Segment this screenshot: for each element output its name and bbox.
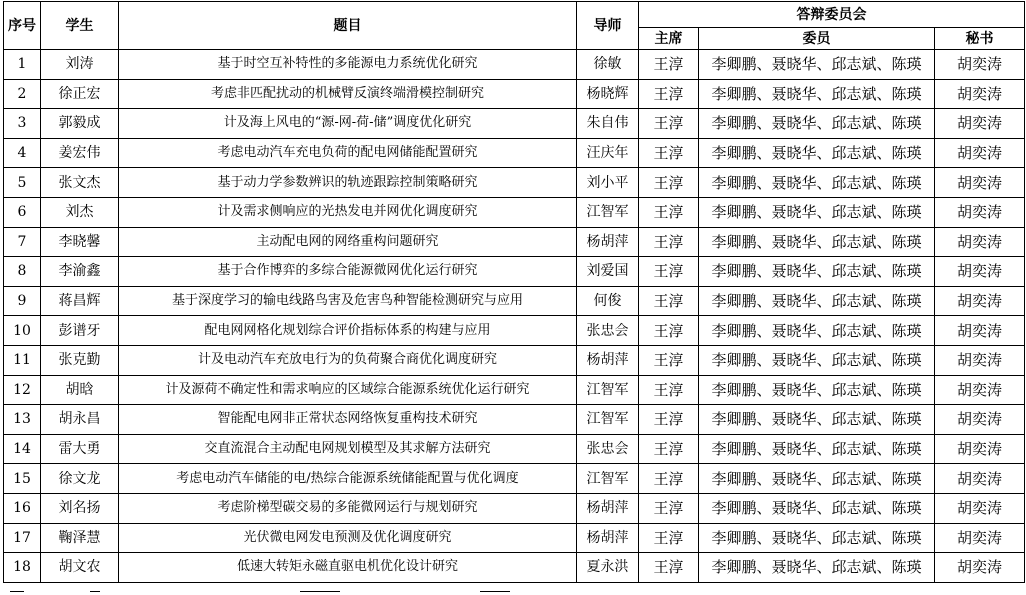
cell-advisor: 江智军 bbox=[577, 197, 639, 227]
cell-chair: 王淳 bbox=[639, 345, 699, 375]
header-advisor: 导师 bbox=[577, 2, 639, 50]
cell-advisor: 徐敏 bbox=[577, 50, 639, 80]
cell-chair: 王淳 bbox=[639, 138, 699, 168]
cell-secretary: 胡奕涛 bbox=[935, 197, 1025, 227]
cell-members: 李卿鹏、聂晓华、邱志斌、陈瑛 bbox=[699, 138, 935, 168]
cell-advisor: 杨胡萍 bbox=[577, 523, 639, 553]
cell-advisor: 张忠会 bbox=[577, 316, 639, 346]
cell-secretary: 胡奕涛 bbox=[935, 286, 1025, 316]
cell-advisor: 刘小平 bbox=[577, 168, 639, 198]
cell-members: 李卿鹏、聂晓华、邱志斌、陈瑛 bbox=[699, 79, 935, 109]
cell-secretary: 胡奕涛 bbox=[935, 79, 1025, 109]
table-row bbox=[4, 434, 1025, 464]
table-row bbox=[4, 523, 1025, 553]
cell-title: 光伏微电网发电预测及优化调度研究 bbox=[119, 523, 577, 553]
cell-chair: 王淳 bbox=[639, 109, 699, 139]
cell-title: 基于合作博弈的多综合能源微网优化运行研究 bbox=[119, 257, 577, 287]
cell-secretary: 胡奕涛 bbox=[935, 464, 1025, 494]
cell-secretary: 胡奕涛 bbox=[935, 375, 1025, 405]
cell-title: 计及电动汽车充放电行为的负荷聚合商优化调度研究 bbox=[119, 345, 577, 375]
cell-members: 李卿鹏、聂晓华、邱志斌、陈瑛 bbox=[699, 109, 935, 139]
cell-title: 考虑非匹配扰动的机械臂反演终端滑模控制研究 bbox=[119, 79, 577, 109]
cell-secretary: 胡奕涛 bbox=[935, 316, 1025, 346]
header-student: 学生 bbox=[41, 2, 119, 50]
cell-secretary: 胡奕涛 bbox=[935, 553, 1025, 583]
cell-chair: 王淳 bbox=[639, 227, 699, 257]
cell-title: 考虑阶梯型碳交易的多能微网运行与规划研究 bbox=[119, 493, 577, 523]
cell-student: 胡文农 bbox=[41, 553, 119, 583]
cell-student: 刘名扬 bbox=[41, 493, 119, 523]
cell-advisor: 江智军 bbox=[577, 375, 639, 405]
cell-title: 基于动力学参数辨识的轨迹跟踪控制策略研究 bbox=[119, 168, 577, 198]
table-row bbox=[4, 316, 1025, 346]
table-row bbox=[4, 168, 1025, 198]
cell-student: 张文杰 bbox=[41, 168, 119, 198]
cell-title: 计及海上风电的“源-网-荷-储”调度优化研究 bbox=[119, 109, 577, 139]
cell-chair: 王淳 bbox=[639, 316, 699, 346]
cell-title: 交直流混合主动配电网规划模型及其求解方法研究 bbox=[119, 434, 577, 464]
cell-title: 计及需求侧响应的光热发电并网优化调度研究 bbox=[119, 197, 577, 227]
cell-members: 李卿鹏、聂晓华、邱志斌、陈瑛 bbox=[699, 464, 935, 494]
cell-seq: 3 bbox=[4, 109, 41, 139]
cell-members: 李卿鹏、聂晓华、邱志斌、陈瑛 bbox=[699, 493, 935, 523]
cell-student: 李渝鑫 bbox=[41, 257, 119, 287]
cell-secretary: 胡奕涛 bbox=[935, 109, 1025, 139]
cell-student: 郭毅成 bbox=[41, 109, 119, 139]
cell-student: 刘涛 bbox=[41, 50, 119, 80]
table-row bbox=[4, 79, 1025, 109]
cell-advisor: 江智军 bbox=[577, 464, 639, 494]
cell-members: 李卿鹏、聂晓华、邱志斌、陈瑛 bbox=[699, 553, 935, 583]
cell-advisor: 朱自伟 bbox=[577, 109, 639, 139]
cell-student: 徐文龙 bbox=[41, 464, 119, 494]
cell-student: 鞠泽慧 bbox=[41, 523, 119, 553]
cell-seq: 4 bbox=[4, 138, 41, 168]
cell-seq: 11 bbox=[4, 345, 41, 375]
cell-chair: 王淳 bbox=[639, 50, 699, 80]
cell-chair: 王淳 bbox=[639, 197, 699, 227]
table-body bbox=[4, 50, 1025, 583]
table-row bbox=[4, 257, 1025, 287]
cell-secretary: 胡奕涛 bbox=[935, 50, 1025, 80]
cell-title: 考虑电动汽车储能的电/热综合能源系统储能配置与优化调度 bbox=[119, 464, 577, 494]
cell-student: 胡永昌 bbox=[41, 405, 119, 435]
cell-secretary: 胡奕涛 bbox=[935, 493, 1025, 523]
cell-title: 计及源荷不确定性和需求响应的区域综合能源系统优化运行研究 bbox=[119, 375, 577, 405]
cell-chair: 王淳 bbox=[639, 523, 699, 553]
header-committee: 答辩委员会 bbox=[639, 2, 1025, 28]
cell-student: 李晓馨 bbox=[41, 227, 119, 257]
cell-secretary: 胡奕涛 bbox=[935, 138, 1025, 168]
table-row bbox=[4, 464, 1025, 494]
cell-members: 李卿鹏、聂晓华、邱志斌、陈瑛 bbox=[699, 286, 935, 316]
cell-members: 李卿鹏、聂晓华、邱志斌、陈瑛 bbox=[699, 168, 935, 198]
cell-seq: 1 bbox=[4, 50, 41, 80]
table-row bbox=[4, 109, 1025, 139]
cell-seq: 2 bbox=[4, 79, 41, 109]
cell-advisor: 张忠会 bbox=[577, 434, 639, 464]
table-row bbox=[4, 286, 1025, 316]
cell-title: 考虑电动汽车充电负荷的配电网储能配置研究 bbox=[119, 138, 577, 168]
header-chair: 主席 bbox=[639, 28, 699, 50]
cell-seq: 12 bbox=[4, 375, 41, 405]
cell-advisor: 夏永洪 bbox=[577, 553, 639, 583]
cell-seq: 13 bbox=[4, 405, 41, 435]
cell-seq: 9 bbox=[4, 286, 41, 316]
cell-secretary: 胡奕涛 bbox=[935, 227, 1025, 257]
cell-seq: 14 bbox=[4, 434, 41, 464]
header-title: 题目 bbox=[119, 2, 577, 50]
cell-members: 李卿鹏、聂晓华、邱志斌、陈瑛 bbox=[699, 375, 935, 405]
cell-members: 李卿鹏、聂晓华、邱志斌、陈瑛 bbox=[699, 227, 935, 257]
cell-student: 胡晗 bbox=[41, 375, 119, 405]
cell-student: 刘杰 bbox=[41, 197, 119, 227]
cell-chair: 王淳 bbox=[639, 286, 699, 316]
cell-title: 主动配电网的网络重构问题研究 bbox=[119, 227, 577, 257]
cell-members: 李卿鹏、聂晓华、邱志斌、陈瑛 bbox=[699, 257, 935, 287]
cell-members: 李卿鹏、聂晓华、邱志斌、陈瑛 bbox=[699, 405, 935, 435]
header-secretary: 秘书 bbox=[935, 28, 1025, 50]
defense-schedule-table bbox=[3, 1, 1025, 583]
table-row bbox=[4, 345, 1025, 375]
cell-secretary: 胡奕涛 bbox=[935, 345, 1025, 375]
cell-secretary: 胡奕涛 bbox=[935, 168, 1025, 198]
cell-advisor: 杨胡萍 bbox=[577, 345, 639, 375]
cell-chair: 王淳 bbox=[639, 553, 699, 583]
cell-members: 李卿鹏、聂晓华、邱志斌、陈瑛 bbox=[699, 50, 935, 80]
cell-secretary: 胡奕涛 bbox=[935, 523, 1025, 553]
table-row bbox=[4, 227, 1025, 257]
cell-chair: 王淳 bbox=[639, 405, 699, 435]
cell-seq: 17 bbox=[4, 523, 41, 553]
table-row bbox=[4, 553, 1025, 583]
cell-members: 李卿鹏、聂晓华、邱志斌、陈瑛 bbox=[699, 197, 935, 227]
cell-seq: 6 bbox=[4, 197, 41, 227]
cell-chair: 王淳 bbox=[639, 464, 699, 494]
cell-title: 配电网网格化规划综合评价指标体系的构建与应用 bbox=[119, 316, 577, 346]
table-row bbox=[4, 375, 1025, 405]
cell-title: 智能配电网非正常状态网络恢复重构技术研究 bbox=[119, 405, 577, 435]
header-members: 委员 bbox=[699, 28, 935, 50]
cell-chair: 王淳 bbox=[639, 434, 699, 464]
cell-chair: 王淳 bbox=[639, 493, 699, 523]
table-row bbox=[4, 405, 1025, 435]
table-row bbox=[4, 197, 1025, 227]
cell-chair: 王淳 bbox=[639, 79, 699, 109]
table-header bbox=[4, 2, 1025, 50]
cell-student: 彭谱牙 bbox=[41, 316, 119, 346]
cropped-next-line bbox=[0, 591, 1026, 595]
cell-chair: 王淳 bbox=[639, 257, 699, 287]
cell-student: 雷大勇 bbox=[41, 434, 119, 464]
cell-seq: 16 bbox=[4, 493, 41, 523]
cell-title: 基于深度学习的输电线路鸟害及危害鸟种智能检测研究与应用 bbox=[119, 286, 577, 316]
cell-student: 徐正宏 bbox=[41, 79, 119, 109]
cell-secretary: 胡奕涛 bbox=[935, 257, 1025, 287]
cell-chair: 王淳 bbox=[639, 375, 699, 405]
cell-advisor: 杨胡萍 bbox=[577, 493, 639, 523]
cell-seq: 18 bbox=[4, 553, 41, 583]
cell-seq: 7 bbox=[4, 227, 41, 257]
cell-secretary: 胡奕涛 bbox=[935, 434, 1025, 464]
cell-title: 基于时空互补特性的多能源电力系统优化研究 bbox=[119, 50, 577, 80]
cell-advisor: 杨胡萍 bbox=[577, 227, 639, 257]
cell-chair: 王淳 bbox=[639, 168, 699, 198]
cell-members: 李卿鹏、聂晓华、邱志斌、陈瑛 bbox=[699, 316, 935, 346]
cell-members: 李卿鹏、聂晓华、邱志斌、陈瑛 bbox=[699, 523, 935, 553]
cell-title: 低速大转矩永磁直驱电机优化设计研究 bbox=[119, 553, 577, 583]
header-seq: 序号 bbox=[4, 2, 41, 50]
cell-seq: 15 bbox=[4, 464, 41, 494]
cell-advisor: 杨晓辉 bbox=[577, 79, 639, 109]
cell-advisor: 汪庆年 bbox=[577, 138, 639, 168]
cell-advisor: 刘爱国 bbox=[577, 257, 639, 287]
cell-seq: 8 bbox=[4, 257, 41, 287]
cell-student: 姜宏伟 bbox=[41, 138, 119, 168]
cell-advisor: 江智军 bbox=[577, 405, 639, 435]
cell-members: 李卿鹏、聂晓华、邱志斌、陈瑛 bbox=[699, 345, 935, 375]
cell-secretary: 胡奕涛 bbox=[935, 405, 1025, 435]
table-row bbox=[4, 50, 1025, 80]
cell-advisor: 何俊 bbox=[577, 286, 639, 316]
cell-members: 李卿鹏、聂晓华、邱志斌、陈瑛 bbox=[699, 434, 935, 464]
table-row bbox=[4, 493, 1025, 523]
cell-seq: 5 bbox=[4, 168, 41, 198]
table-row bbox=[4, 138, 1025, 168]
cell-seq: 10 bbox=[4, 316, 41, 346]
cell-student: 蒋昌辉 bbox=[41, 286, 119, 316]
cell-student: 张克勤 bbox=[41, 345, 119, 375]
